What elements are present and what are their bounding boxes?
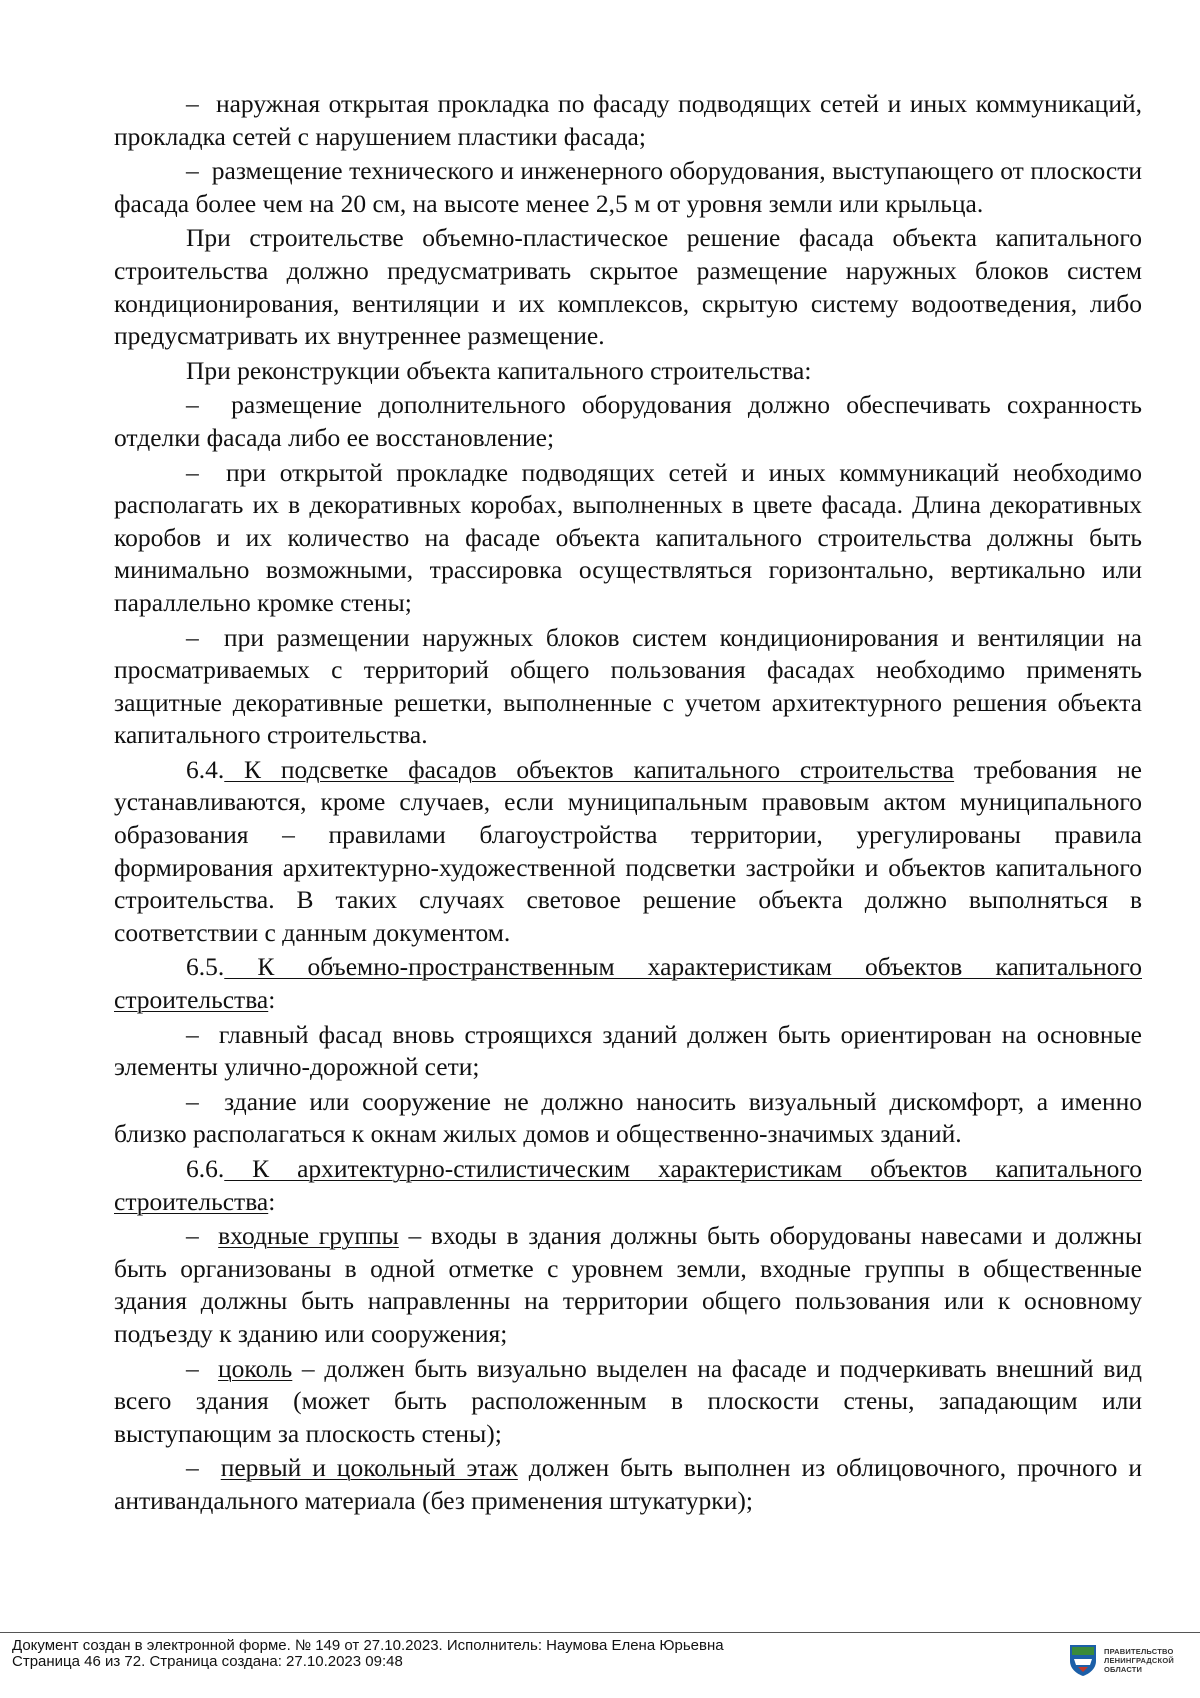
section-6-6-heading: К архитектурно-стилистическим характеристикам объектов капитального строительства [114,1154,1142,1216]
paragraph-7: – при размещении наружных блоков систем кондиционирования и вентиляции на просматриваемых с территорий общего пользования фасадах необходимо применять защитные декоративные решетки, выполненные с учетом архитектурного решения объекта капитального строительства. [114,622,1142,750]
section-6-4: 6.4. К подсветке фасадов объектов капитального строительства требования не устанавливаются, кроме случаев, если муниципальным правовым актом муниципального образования – правилами благоустройства территории, урегулированы правила формирования архитектурно-художественной подсветки застройки и объектов капитального строительства. В таких случаях световое решение объекта должно выполняться в соответствии с данным документом. [114,754,1142,947]
section-6-6: 6.6. К архитектурно-стилистическим характеристикам объектов капитального строительства: [114,1154,1142,1216]
section-6-4-heading: К подсветке фасадов объектов капитального строительства [224,754,955,784]
paragraph-5: – размещение дополнительного оборудования должно обеспечивать сохранность отделки фасада либо ее восстановление; [114,390,1142,452]
paragraph-1: – наружная открытая прокладка по фасаду подводящих сетей и иных коммуникаций, прокладка сетей с нарушением пластики фасада; [114,89,1142,151]
item-first-floor: – первый и цокольный этаж должен быть выполнен из облицовочного, прочного и антивандального материала (без применения штукатурки); [114,1453,1143,1515]
footer-document-info: Документ создан в электронной форме. № 149 от 27.10.2023. Исполнитель: Наумова Елена Юрьевна [12,1637,724,1654]
footer-page-info: Страница 46 из 72. Страница создана: 27.10.2023 09:48 [12,1653,403,1670]
paragraph-4: При реконструкции объекта капитального строительства: [186,355,812,385]
logo-text: ПРАВИТЕЛЬСТВО ЛЕНИНГРАДСКОЙ ОБЛАСТИ [1104,1646,1174,1674]
government-logo [1068,1638,1192,1682]
paragraph-2: – размещение технического и инженерного оборудования, выступающего от плоскости фасада более чем на 20 см, на высоте менее 2,5 м от уровня земли или крыльца. [114,156,1142,218]
term-entrance-groups: входные группы [218,1221,399,1251]
term-first-floor: первый и цокольный этаж [220,1453,518,1483]
section-6-5: 6.5. К объемно-пространственным характеристикам объектов капитального строительства: [114,952,1142,1015]
paragraph-11: – здание или сооружение не должно наносить визуальный дискомфорт, а именно близко располагаться к окнам жилых домов и общественно-значимых зданий. [114,1086,1142,1149]
paragraph-6: – при открытой прокладке подводящих сетей и иных коммуникаций необходимо располагать их в декоративных коробах, выполненных в цвете фасада. Длина декоративных коробов и их количество на фасаде объекта капитального строительства должны быть минимально возможными, трассировка осуществляться горизонтально, вертикально или параллельно кромке стены; [114,457,1142,617]
item-entrance-groups: – входные группы – входы в здания должны быть оборудованы навесами и должны быть организованы в одной отметке с уровнем земли, входные группы в общественные здания должны быть направленны на территории общего пользования или к основному подъезду к зданию или сооружения; [114,1221,1142,1348]
paragraph-10: – главный фасад вновь строящихся зданий должен быть ориентирован на основные элементы улично-дорожной сети; [114,1019,1142,1082]
footer-divider [0,1632,1200,1633]
footer [12,1638,912,1670]
paragraph-3: При строительстве объемно-пластическое решение фасада объекта капитального строительства должно предусматривать скрытое размещение наружных блоков систем кондиционирования, вентиляции и их комплексов, скрытую систему водоотведения, либо предусматривать их внутреннее размещение. [114,223,1142,351]
item-plinth: – цоколь – должен быть визуально выделен на фасаде и подчеркивать внешний вид всего здания (может быть расположенным в плоскости стены, западающим или выступающим за плоскость стены); [114,1353,1142,1448]
document-body [114,88,1142,1520]
coat-of-arms-icon [1068,1643,1098,1677]
term-plinth: цоколь [218,1353,293,1383]
section-6-5-heading: К объемно-пространственным характеристикам объектов капитального строительства [114,952,1142,1015]
